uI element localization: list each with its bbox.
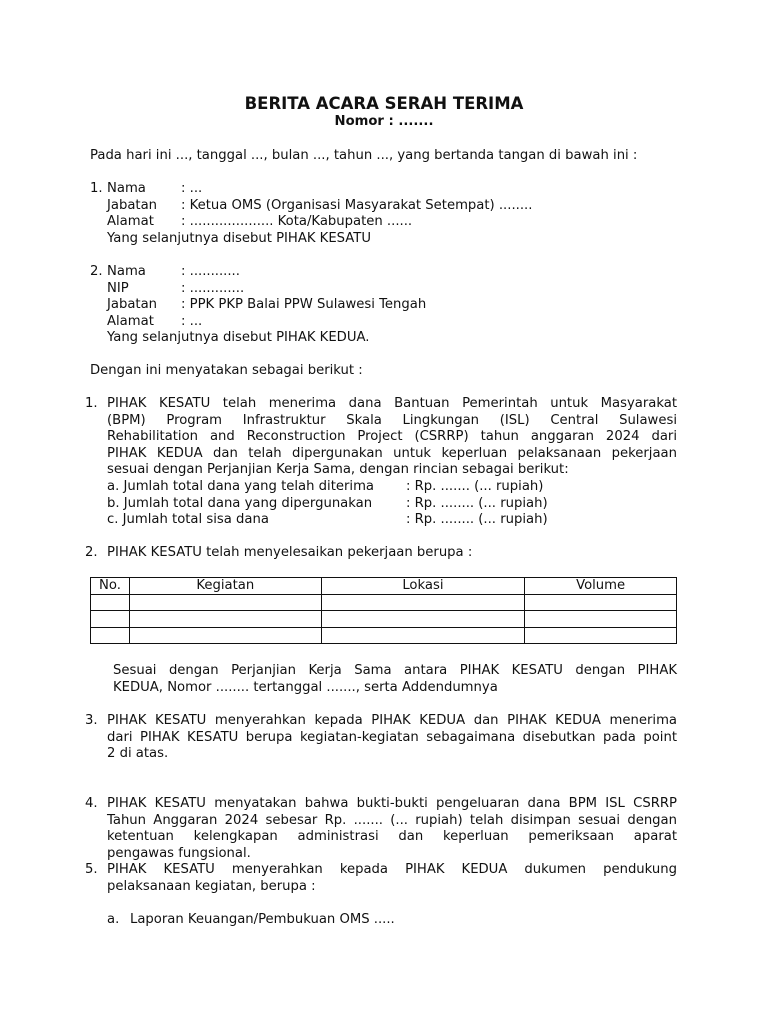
party-one-address-label: Alamat xyxy=(107,214,154,230)
table-cell xyxy=(525,594,677,611)
party-two-note: Yang selanjutnya disebut PIHAK KEDUA. xyxy=(107,330,370,346)
point-five-block xyxy=(107,862,677,895)
table-row xyxy=(91,594,677,611)
table-header-no: No. xyxy=(91,578,130,595)
party-one-name-label: Nama xyxy=(107,181,146,196)
point-four-number: 4. xyxy=(85,796,98,811)
point-one-line: (BPM) Program Infrastruktur Skala Lingkungan (ISL) Central Sulawesi xyxy=(107,412,677,428)
party-two-number: 2. xyxy=(90,264,103,279)
point-five-line: PIHAK KESATU menyerahkan kepada PIHAK KEDUA dukumen pendukung xyxy=(107,862,677,877)
funds-remaining-label: c. Jumlah total sisa dana xyxy=(107,512,269,528)
point-five-number: 5. xyxy=(85,862,98,877)
point-three-number: 3. xyxy=(85,713,98,728)
point-five-sub-a-text: Laporan Keuangan/Pembukuan OMS ..... xyxy=(130,912,395,927)
point-four-line: pengawas fungsional. xyxy=(107,845,251,861)
point-three-line: 2 di atas. xyxy=(107,746,169,762)
point-two-followup-line: Sesuai dengan Perjanjian Kerja Sama antara PIHAK KESATU dengan PIHAK xyxy=(113,663,677,678)
point-one-line: PIHAK KEDUA dan telah dipergunakan untuk keperluan pelaksanaan pekerjaan xyxy=(107,445,677,461)
table-cell xyxy=(525,627,677,644)
point-one-line: sesuai dengan Perjanjian Kerja Sama, dengan rincian sebagai berikut: xyxy=(107,462,569,478)
table-cell xyxy=(321,627,525,644)
table-header-volume: Volume xyxy=(525,578,677,595)
table-row xyxy=(91,611,677,628)
party-one-position-value: : Ketua OMS (Organisasi Masyarakat Setempat) ........ xyxy=(181,197,533,213)
funds-remaining-value: : Rp. ........ (... rupiah) xyxy=(406,512,548,528)
party-two-block xyxy=(107,264,426,347)
point-four-block xyxy=(107,796,677,862)
point-four-line: Tahun Anggaran 2024 sebesar Rp. ....... (... rupiah) telah disimpan sesuai dengan xyxy=(107,812,677,828)
table-cell xyxy=(91,627,130,644)
point-four-line: ketentuan kelengkapan administrasi dan keperluan pemeriksaan aparat xyxy=(107,829,677,845)
table-cell xyxy=(91,611,130,628)
point-two-followup xyxy=(113,663,677,696)
point-five-sub-a-letter: a. xyxy=(107,912,120,927)
funds-used-value: : Rp. ........ (... rupiah) xyxy=(406,495,548,511)
point-two-followup-line: KEDUA, Nomor ........ tertanggal ......., serta Addendumnya xyxy=(113,679,498,695)
table-cell xyxy=(321,594,525,611)
party-two-name-label: Nama xyxy=(107,264,146,279)
party-one-address-value: : .................... Kota/Kabupaten ...... xyxy=(181,214,413,230)
table-cell xyxy=(129,627,321,644)
funds-remaining-row xyxy=(107,512,677,529)
funds-received-label: a. Jumlah total dana yang telah diterima xyxy=(107,478,375,494)
party-two-address-value: : ... xyxy=(181,313,203,329)
party-one-position-label: Jabatan xyxy=(107,197,158,213)
party-two-address-label: Alamat xyxy=(107,313,154,329)
table-header-activity: Kegiatan xyxy=(129,578,321,595)
document-title: BERITA ACARA SERAH TERIMA xyxy=(244,94,524,113)
party-two-nip-value: : ............. xyxy=(181,280,245,296)
point-one-line: PIHAK KESATU telah menerima dana Bantuan Pemerintah untuk Masyarakat xyxy=(107,396,677,411)
point-three-line: dari PIHAK KESATU berupa kegiatan-kegiatan sebagaimana disebutkan pada point xyxy=(107,729,677,745)
point-three-block xyxy=(107,713,677,763)
funds-received-row xyxy=(107,479,677,496)
table-cell xyxy=(321,611,525,628)
table-cell xyxy=(91,594,130,611)
point-one-line: Rehabilitation and Reconstruction Project (CSRRP) tahun anggaran 2024 dari xyxy=(107,429,677,445)
party-one-note: Yang selanjutnya disebut PIHAK KESATU xyxy=(107,230,371,246)
party-one-number: 1. xyxy=(90,181,103,196)
party-one-name-value: : ... xyxy=(181,181,203,196)
table-header-row xyxy=(91,578,677,595)
statement-intro: Dengan ini menyatakan sebagai berikut : xyxy=(90,363,363,378)
activity-table xyxy=(90,577,677,644)
intro-text: Pada hari ini ..., tanggal ..., bulan ..., tahun ..., yang bertanda tangan di bawah ini : xyxy=(90,148,638,163)
table-cell xyxy=(525,611,677,628)
table-row xyxy=(91,627,677,644)
party-two-name-value: : ............ xyxy=(181,264,240,279)
table-cell xyxy=(129,594,321,611)
table-cell xyxy=(129,611,321,628)
point-one-block xyxy=(107,396,677,529)
point-one-number: 1. xyxy=(85,396,98,411)
point-five-line: pelaksanaan kegiatan, berupa : xyxy=(107,878,316,894)
party-two-nip-label: NIP xyxy=(107,280,129,296)
funds-used-label: b. Jumlah total dana yang dipergunakan xyxy=(107,495,373,511)
table-header-location: Lokasi xyxy=(321,578,525,595)
document-number: Nomor : ....... xyxy=(334,114,434,129)
party-one-block xyxy=(107,181,532,247)
funds-used-row xyxy=(107,496,677,513)
party-two-position-value: : PPK PKP Balai PPW Sulawesi Tengah xyxy=(181,297,427,313)
point-four-line: PIHAK KESATU menyatakan bahwa bukti-bukti pengeluaran dana BPM ISL CSRRP xyxy=(107,796,677,811)
funds-received-value: : Rp. ....... (... rupiah) xyxy=(406,478,544,494)
point-two-text: PIHAK KESATU telah menyelesaikan pekerjaan berupa : xyxy=(107,545,473,560)
point-three-line: PIHAK KESATU menyerahkan kepada PIHAK KEDUA dan PIHAK KEDUA menerima xyxy=(107,713,677,728)
point-two-number: 2. xyxy=(85,545,98,560)
party-two-position-label: Jabatan xyxy=(107,297,158,313)
